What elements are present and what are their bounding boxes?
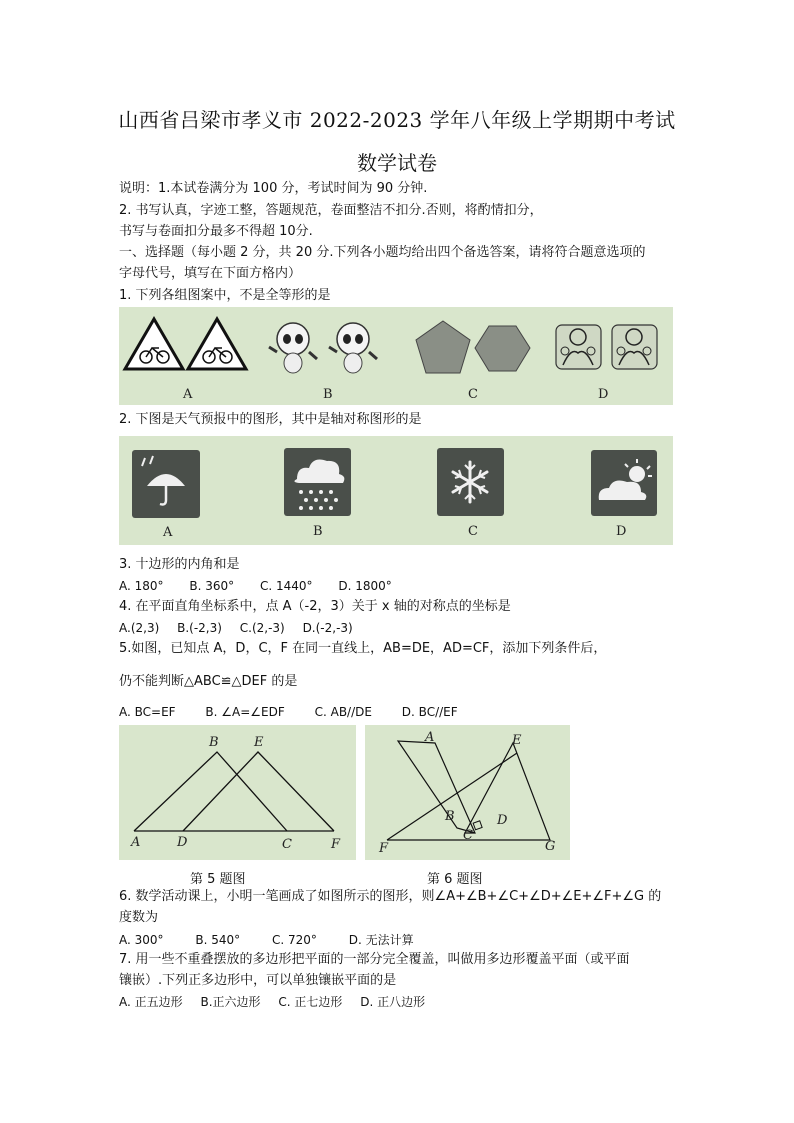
fig6-point-a: A	[425, 730, 435, 745]
instructions-line-1: 说明：1.本试卷满分为 100 分，考试时间为 90 分钟.	[119, 181, 428, 196]
question-5-text-line-1: 5.如图，已知点 A，D，C，F 在同一直线上，AB=DE，AD=CF，添加下列条件后，	[119, 641, 607, 656]
q3-option-d: D. 1800°	[338, 579, 392, 593]
question-7-text-line-1: 7. 用一些不重叠摆放的多边形把平面的一部分完全覆盖，叫做用多边形覆盖平面（或平面	[119, 952, 630, 967]
partly-cloudy-icon	[591, 450, 657, 516]
q4-option-d: D.(-2,-3)	[302, 621, 353, 635]
question-1-figures	[119, 307, 673, 405]
q5-option-a: A. BC=EF	[119, 705, 176, 719]
paper-cut-pattern-icon	[612, 325, 657, 369]
fig6-point-b: B	[445, 809, 455, 824]
q5-option-c: C. AB//DE	[314, 705, 372, 719]
q6-option-b: B. 540°	[195, 933, 241, 947]
question-4-options	[119, 620, 375, 636]
q3-option-c: C. 1440°	[259, 579, 313, 593]
fig6-point-g: G	[545, 839, 556, 854]
q1-label-d: D	[598, 387, 609, 402]
question-5-options	[119, 704, 480, 720]
q3-option-b: B. 360°	[189, 579, 235, 593]
figure-5-panel	[119, 725, 356, 860]
question-6-options	[119, 932, 436, 948]
figure-5-diagram	[119, 725, 356, 860]
fig6-point-d: D	[497, 813, 508, 828]
question-4-text: 4. 在平面直角坐标系中，点 A（-2，3）关于 x 轴的对称点的坐标是	[119, 599, 511, 614]
snowflake-icon	[437, 448, 504, 516]
q1-label-a: A	[183, 387, 193, 402]
instructions-line-2: 2. 书写认真，字迹工整，答题规范，卷面整洁不扣分.否则，将酌情扣分，	[119, 203, 543, 218]
fig5-point-f: F	[331, 837, 341, 852]
section-heading-line-2: 字母代号，填写在下面方格内）	[119, 266, 302, 281]
q4-option-a: A.(2,3)	[119, 621, 160, 635]
section-heading-line-1: 一、选择题（每小题 2 分，共 20 分.下列各小题均给出四个备选答案，请将符合题意选项的	[119, 245, 646, 260]
q7-option-c: C. 正七边形	[278, 995, 343, 1009]
q7-option-a: A. 正五边形	[119, 995, 183, 1009]
fig5-point-c: C	[282, 837, 292, 852]
fig5-point-e: E	[254, 735, 264, 750]
question-7-options	[119, 994, 447, 1010]
umbrella-rain-icon	[132, 450, 200, 518]
q4-option-b: B.(-2,3)	[177, 621, 222, 635]
instructions-line-3: 书写与卷面扣分最多不得超 10分.	[119, 224, 313, 239]
fig5-point-b: B	[209, 735, 219, 750]
q7-option-d: D. 正八边形	[360, 995, 426, 1009]
q3-option-a: A. 180°	[119, 579, 164, 593]
fig5-point-d: D	[177, 835, 188, 850]
q7-option-b: B.正六边形	[200, 995, 261, 1009]
exam-subtitle: 数学试卷	[357, 151, 437, 175]
question-2-figures	[119, 436, 673, 545]
question-6-text-line-2: 度数为	[119, 910, 159, 925]
q1-label-c: C	[468, 387, 478, 402]
q4-option-c: C.(2,-3)	[239, 621, 285, 635]
figure-6-panel	[365, 725, 570, 860]
question-7-text-line-2: 镶嵌）.下列正多边形中，可以单独镶嵌平面的是	[119, 973, 397, 988]
question-1-figure-panel	[119, 307, 673, 405]
fig6-point-e: E	[512, 733, 522, 748]
q2-label-c: C	[468, 524, 478, 539]
q5-option-d: D. BC//EF	[401, 705, 458, 719]
cloud-rain-icon	[284, 448, 351, 516]
pentagon-shape	[416, 321, 470, 373]
fig6-point-f: F	[379, 841, 389, 856]
question-3-options	[119, 578, 414, 594]
question-2-text: 2. 下图是天气预报中的图形，其中是轴对称图形的是	[119, 412, 422, 427]
q5-option-b: B. ∠A=∠EDF	[205, 705, 285, 719]
figure-5-caption: 第 5 题图	[190, 872, 246, 887]
q6-option-a: A. 300°	[119, 933, 164, 947]
mascot-figure-icon	[269, 323, 317, 373]
question-6-text-line-1: 6. 数学活动课上，小明一笔画成了如图所示的图形，则∠A+∠B+∠C+∠D+∠E+∠F+∠G 的	[119, 889, 662, 904]
question-3-text: 3. 十边形的内角和是	[119, 557, 240, 572]
question-2-figure-panel	[119, 436, 673, 545]
question-1-text: 1. 下列各组图案中，不是全等形的是	[119, 288, 331, 303]
fig5-point-a: A	[131, 835, 141, 850]
q6-option-c: C. 720°	[271, 933, 317, 947]
q1-label-b: B	[323, 387, 333, 402]
paper-cut-pattern-icon	[556, 325, 601, 369]
bicycle-sign-icon	[188, 319, 246, 369]
mascot-figure-icon	[329, 323, 377, 373]
hexagon-shape	[475, 326, 530, 371]
exam-title: 山西省吕梁市孝义市 2022-2023 学年八年级上学期期中考试	[118, 108, 676, 132]
fig6-point-c: C	[463, 828, 473, 843]
q6-option-d: D. 无法计算	[348, 933, 414, 947]
question-5-text-line-2: 仍不能判断△ABC≌△DEF 的是	[119, 674, 298, 689]
q2-label-b: B	[313, 524, 323, 539]
bicycle-sign-icon	[125, 319, 183, 369]
q2-label-a: A	[163, 525, 173, 540]
q2-label-d: D	[616, 524, 627, 539]
figure-6-caption: 第 6 题图	[427, 872, 483, 887]
